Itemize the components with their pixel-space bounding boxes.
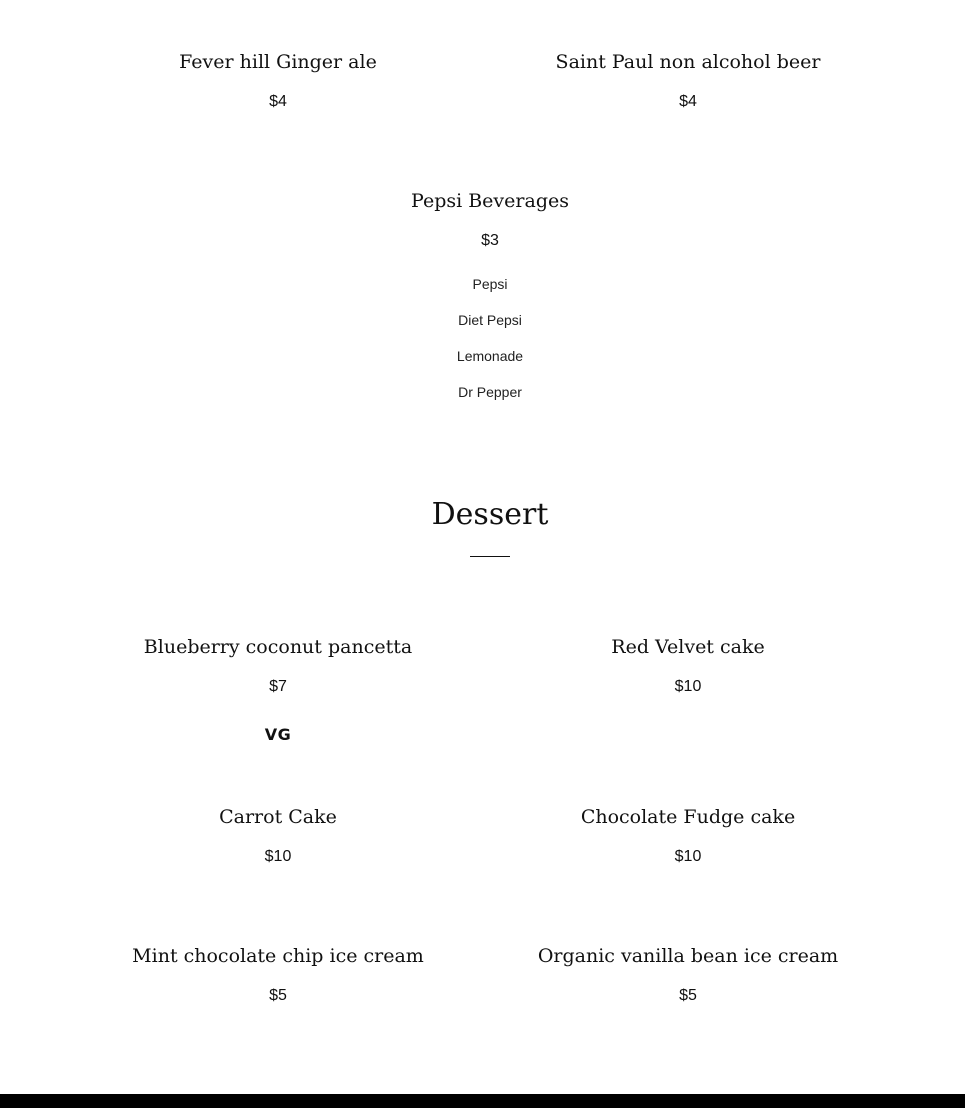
beverage-option: Lemonade	[456, 348, 524, 364]
item-price: $10	[674, 848, 702, 865]
menu-item	[78, 805, 478, 875]
item-price: $10	[264, 848, 292, 865]
menu-item	[78, 635, 478, 755]
item-price: $5	[679, 987, 697, 1004]
footer-bar	[0, 1094, 965, 1108]
menu-item	[488, 50, 888, 120]
menu-item	[78, 944, 478, 1014]
item-price: $10	[674, 678, 702, 695]
beverage-option: Pepsi	[472, 276, 508, 292]
menu-item	[488, 805, 888, 875]
beverage-option: Dr Pepper	[458, 384, 522, 400]
item-name: Blueberry coconut pancetta	[143, 636, 413, 658]
item-price: $4	[679, 93, 697, 110]
menu-item-pepsi-beverages	[290, 189, 690, 409]
item-name: Carrot Cake	[219, 806, 337, 828]
vegetarian-badge: VG	[264, 725, 292, 744]
section-title-dessert: Dessert	[431, 497, 549, 532]
item-name: Red Velvet cake	[611, 636, 765, 658]
item-price: $3	[481, 232, 499, 249]
beverage-option: Diet Pepsi	[458, 312, 522, 328]
item-price: $5	[269, 987, 287, 1004]
item-name: Organic vanilla bean ice cream	[537, 945, 839, 967]
item-name: Pepsi Beverages	[411, 190, 569, 212]
section-divider	[470, 556, 510, 557]
item-name: Fever hill Ginger ale	[179, 51, 377, 73]
item-name: Chocolate Fudge cake	[580, 806, 796, 828]
menu-item	[488, 944, 888, 1014]
item-name: Saint Paul non alcohol beer	[555, 51, 821, 73]
menu-item	[488, 635, 888, 705]
item-price: $7	[269, 678, 287, 695]
item-price: $4	[269, 93, 287, 110]
item-name: Mint chocolate chip ice cream	[132, 945, 424, 967]
menu-item	[78, 50, 478, 120]
